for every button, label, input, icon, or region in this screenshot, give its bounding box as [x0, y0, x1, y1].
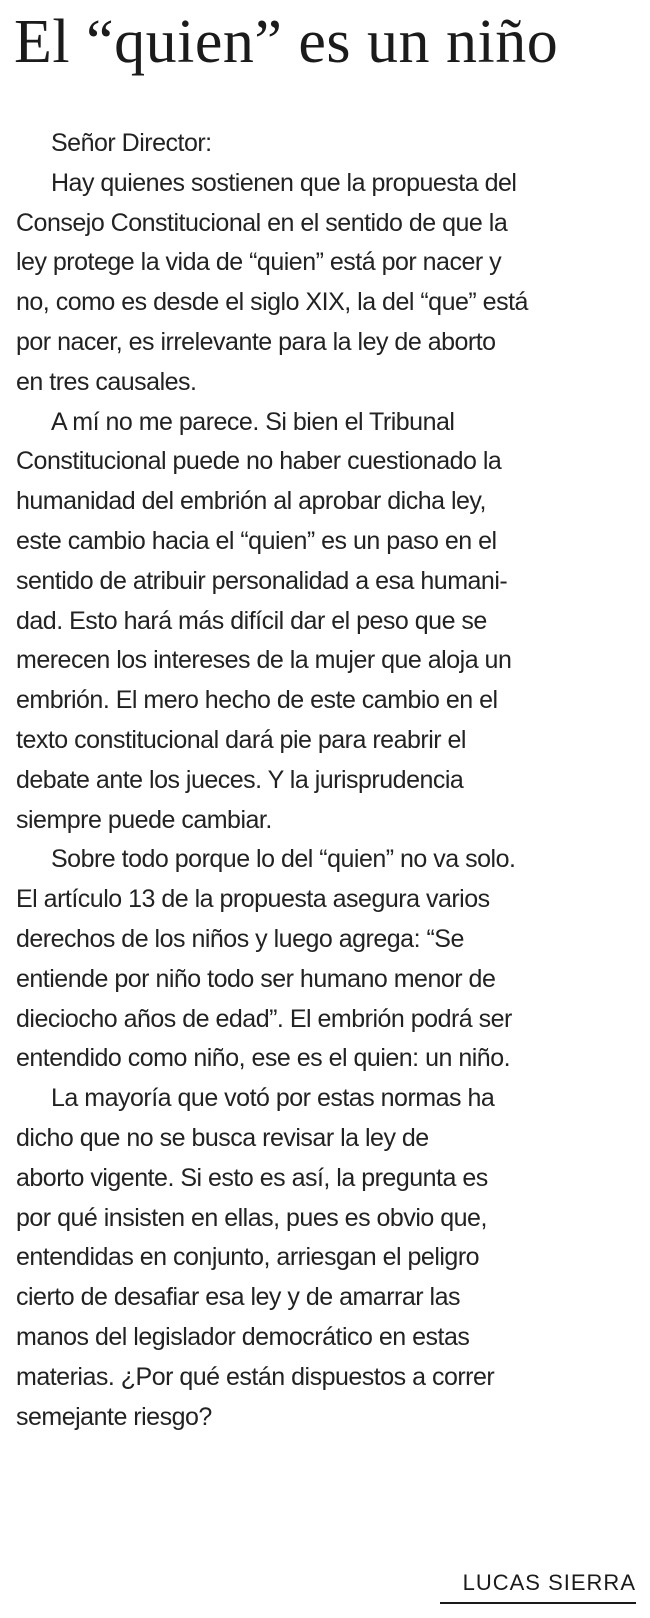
text-line: Consejo Constitucional en el sentido de que la	[16, 208, 508, 237]
text-line: sentido de atribuir personalidad a esa humani-	[16, 566, 508, 595]
text-line: merecen los intereses de la mujer que aloja un	[16, 646, 512, 675]
text-line: debate ante los jueces. Y la jurisprudencia	[16, 765, 464, 794]
text-line: A mí no me parece. Si bien el Tribunal	[51, 407, 455, 436]
text-line: no, como es desde el siglo XIX, la del “que” está	[16, 288, 528, 317]
text-line: Señor Director:	[51, 129, 212, 157]
letter-body	[16, 124, 636, 1437]
paragraph-salutation	[16, 124, 636, 164]
text-line: semejante riesgo?	[16, 1402, 212, 1431]
paragraph	[16, 840, 636, 1079]
text-line: humanidad del embrión al aprobar dicha ley,	[16, 487, 487, 516]
paragraph	[16, 1079, 636, 1437]
paragraph	[16, 164, 636, 403]
text-line: cierto de desafiar esa ley y de amarrar las	[16, 1283, 460, 1312]
text-line: dieciocho años de edad”. El embrión podrá ser	[16, 1004, 512, 1033]
text-line: entiende por niño todo ser humano menor de	[16, 964, 496, 993]
text-line: Sobre todo porque lo del “quien” no va solo.	[51, 845, 516, 874]
text-line: entendido como niño, ese es el quien: un niño.	[16, 1044, 511, 1073]
text-line: materias. ¿Por qué están dispuestos a correr	[16, 1362, 495, 1391]
text-line: ley protege la vida de “quien” está por nacer y	[16, 248, 502, 277]
text-line: texto constitucional dará pie para reabrir el	[16, 725, 466, 754]
text-line: este cambio hacia el “quien” es un paso en el	[16, 526, 497, 555]
text-line: manos del legislador democrático en estas	[16, 1322, 470, 1351]
text-line: aborto vigente. Si esto es así, la pregunta es	[16, 1163, 488, 1192]
text-line: El artículo 13 de la propuesta asegura varios	[16, 885, 490, 914]
text-line: por nacer, es irrelevante para la ley de aborto	[16, 327, 496, 356]
text-line: siempre puede cambiar.	[16, 805, 272, 834]
paragraph	[16, 403, 636, 841]
text-line: en tres causales.	[16, 367, 197, 396]
text-line: Hay quienes sostienen que la propuesta del	[51, 168, 517, 197]
text-line: Constitucional puede no haber cuestionado la	[16, 447, 502, 476]
signature-underline	[440, 1602, 636, 1604]
text-line: derechos de los niños y luego agrega: “Se	[16, 924, 464, 953]
text-line: dicho que no se busca revisar la ley de	[16, 1123, 429, 1152]
text-line: dad. Esto hará más difícil dar el peso que se	[16, 606, 487, 635]
text-line: embrión. El mero hecho de este cambio en el	[16, 686, 498, 715]
author-signature: LUCAS SIERRA	[462, 1570, 636, 1595]
text-line: por qué insisten en ellas, pues es obvio que,	[16, 1203, 487, 1232]
text-line: La mayoría que votó por estas normas ha	[51, 1084, 495, 1113]
headline: El “quien” es un niño	[14, 8, 559, 76]
text-line: entendidas en conjunto, arriesgan el peligro	[16, 1243, 480, 1272]
